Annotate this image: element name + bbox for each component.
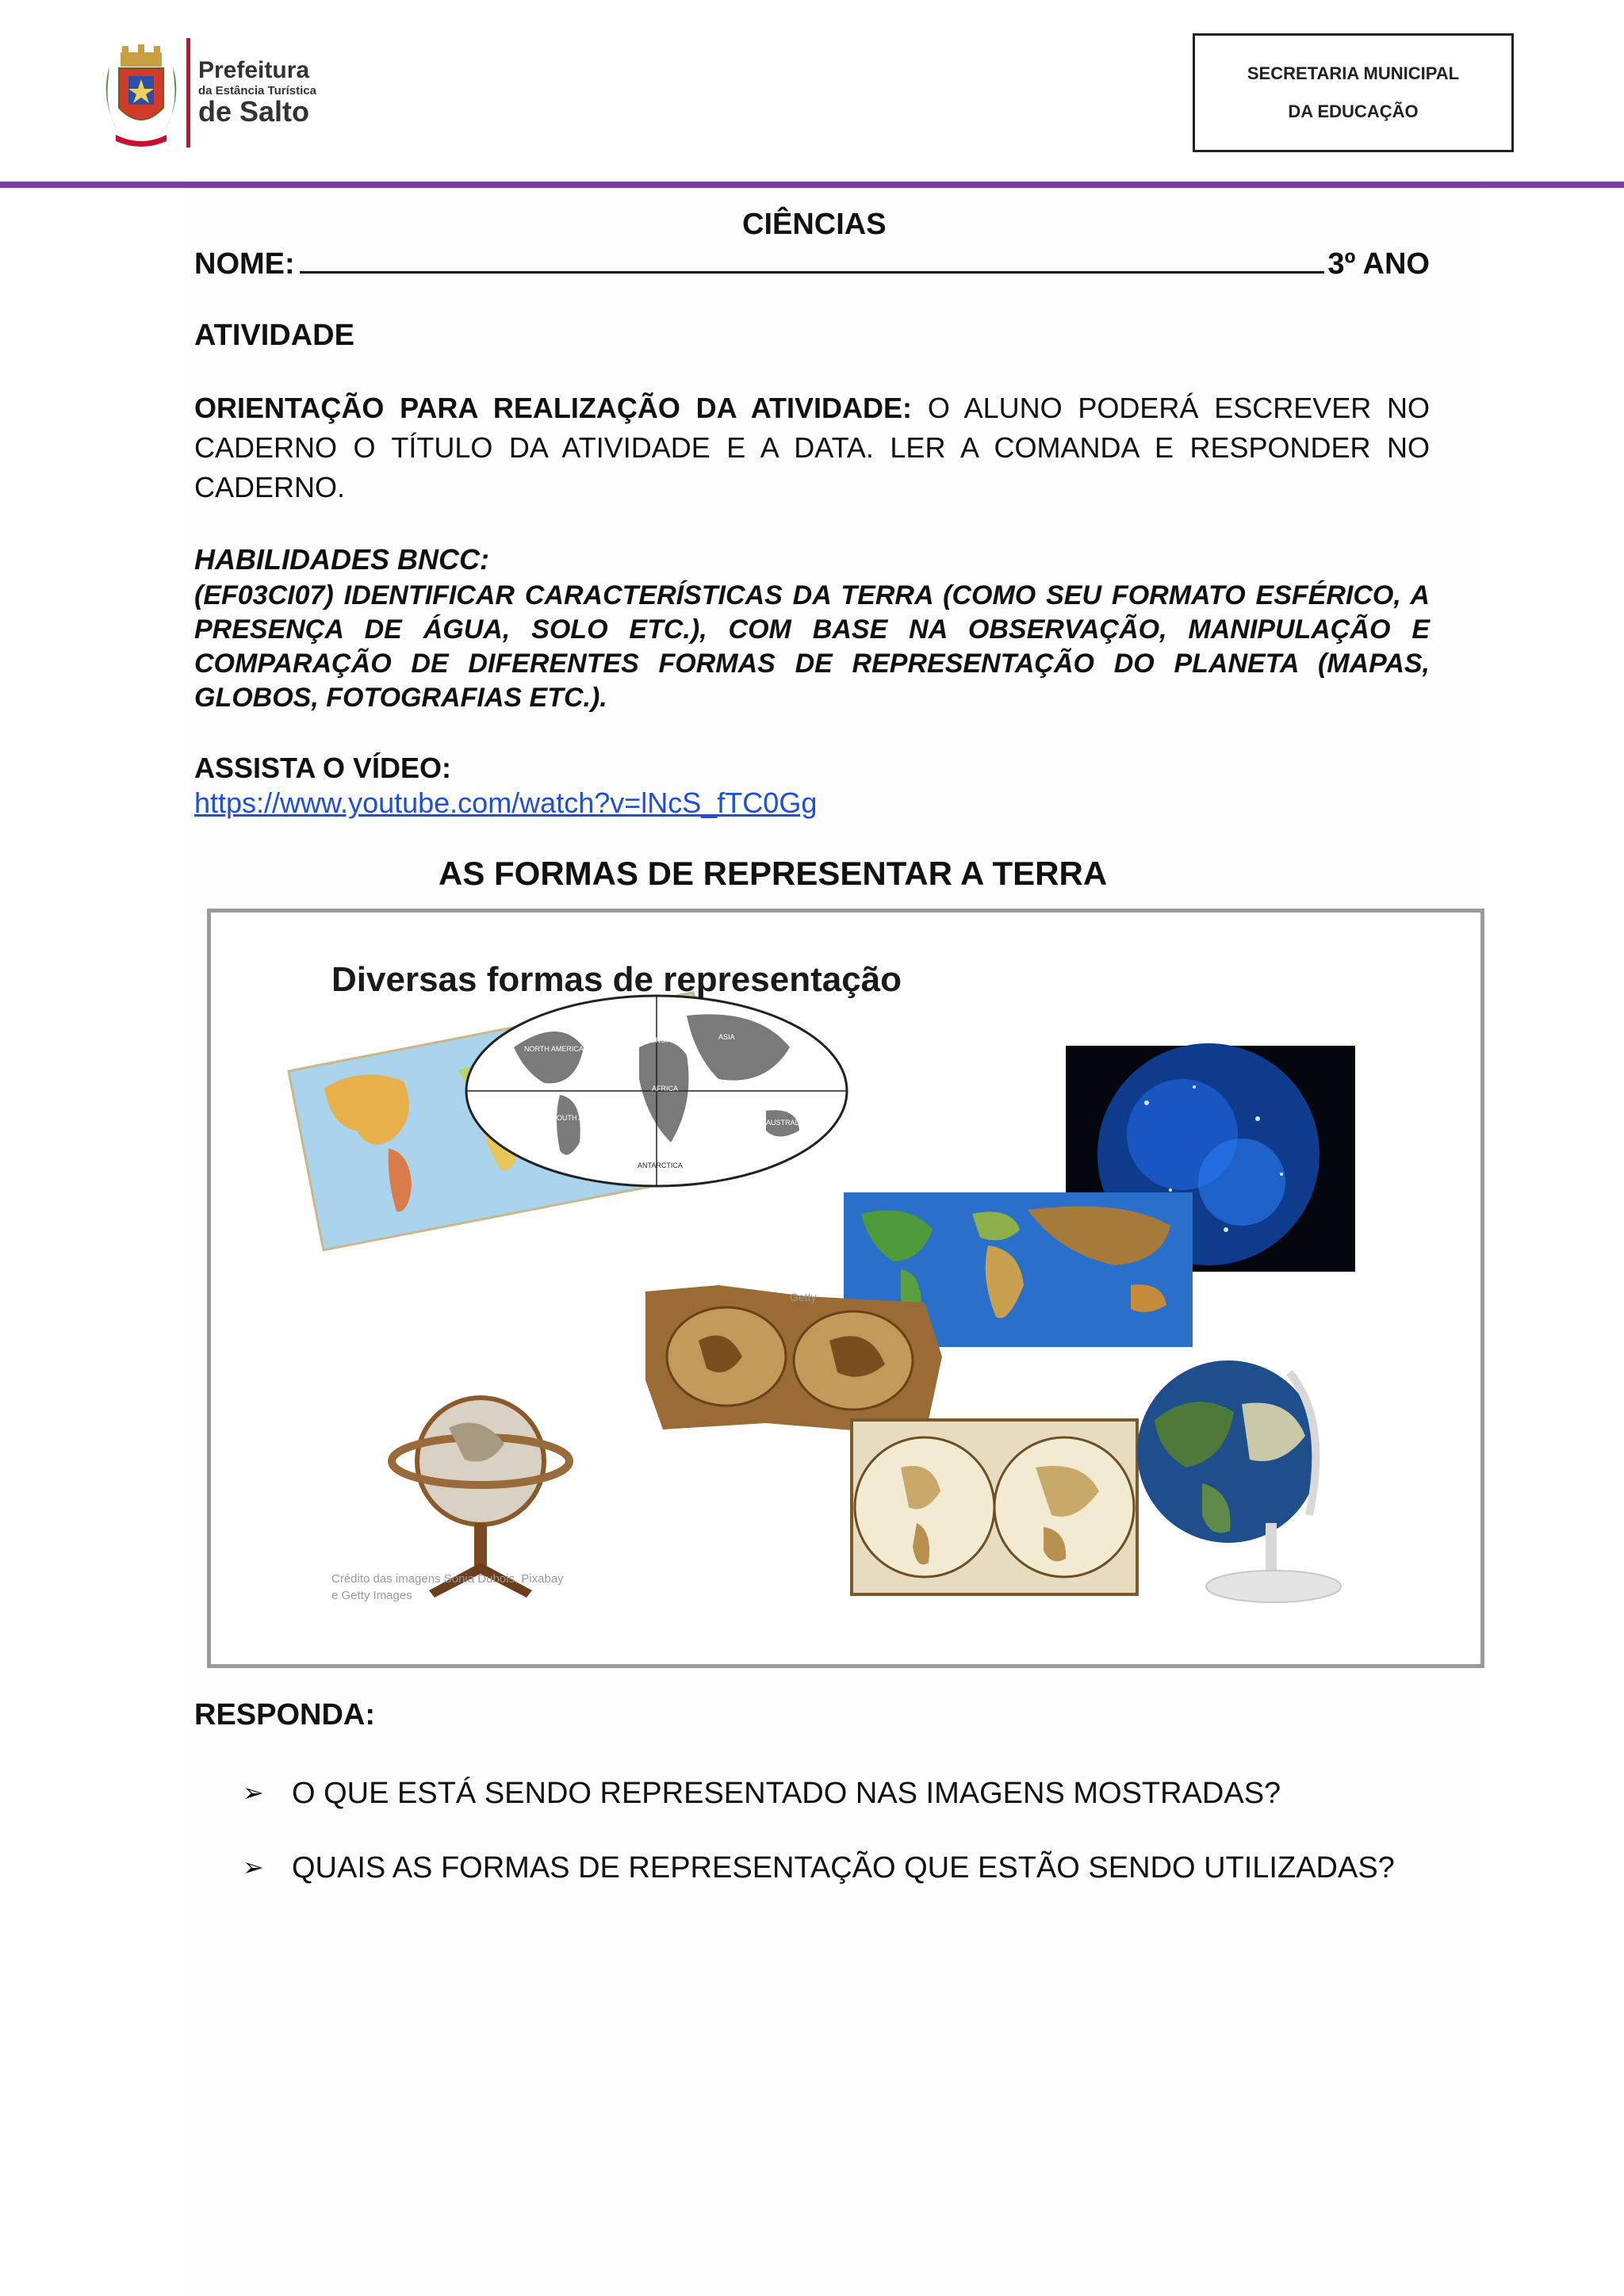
desk-globe-icon — [1137, 1360, 1341, 1602]
secretaria-line-2: DA EDUCAÇÃO — [1288, 101, 1419, 121]
skills-heading: HABILIDADES BNCC: — [194, 543, 489, 576]
figure-illustrations — [211, 913, 1480, 1664]
antique-parchment-map-icon — [645, 1285, 942, 1431]
grade-label: 3º ANO — [1327, 247, 1430, 281]
getty-watermark: Getty — [790, 1291, 817, 1303]
subject-title: CIÊNCIAS — [742, 208, 887, 241]
map-label-australia: AUSTRALIA — [766, 1119, 806, 1127]
arrow-bullet-icon: ➢ — [243, 1778, 264, 1807]
header-divider — [0, 182, 1624, 188]
map-label-europe: EUROPE — [645, 1036, 676, 1044]
figure-credit-line-1: Crédito das imagens Sonia Dubois, Pixabay — [331, 1572, 564, 1586]
double-hemisphere-map-icon — [852, 1420, 1137, 1594]
map-label-north-america: NORTH AMERICA — [524, 1045, 584, 1053]
logo-wordmark — [198, 59, 316, 126]
name-label: NOME: — [194, 247, 295, 281]
skills-text-last-line: GLOBOS, FOTOGRAFIAS ETC.). — [194, 683, 607, 713]
orientation-paragraph — [194, 388, 1430, 507]
map-label-africa: AFRICA — [652, 1085, 679, 1093]
logo-line-3: de Salto — [198, 95, 310, 128]
orientation-label: ORIENTAÇÃO PARA REALIZAÇÃO DA ATIVIDADE: — [194, 392, 913, 424]
video-heading: ASSISTA O VÍDEO: — [194, 752, 452, 784]
coat-of-arms-icon — [94, 35, 189, 154]
map-label-asia: ASIA — [718, 1033, 735, 1041]
name-row — [194, 243, 1430, 282]
logo-line-2: da Estância Turística — [198, 84, 316, 98]
logo-divider — [186, 38, 190, 147]
logo-line-1: Prefeitura — [198, 57, 310, 83]
prefeitura-logo — [94, 35, 347, 154]
armillary-globe-icon — [392, 1398, 569, 1598]
question-2: QUAIS AS FORMAS DE REPRESENTAÇÃO QUE ESTÃO SENDO UTILIZADAS? — [292, 1851, 1395, 1885]
secretaria-box — [1193, 33, 1514, 152]
secretaria-line-1: SECRETARIA MUNICIPAL — [1247, 63, 1460, 83]
section-title: AS FORMAS DE REPRESENTAR A TERRA — [439, 855, 1108, 892]
arrow-bullet-icon: ➢ — [243, 1853, 264, 1881]
figure-credit-line-2: e Getty Images — [331, 1589, 412, 1602]
skills-text: (EF03CI07) IDENTIFICAR CARACTERÍSTICAS DA TERRA (COMO SEU FORMATO ESFÉRICO, A PRESENÇA DE ÁGUA, SOLO ETC.), COM BASE NA OBSERVAÇÃO, MANIPULAÇÃO E COMPARAÇÃO DE DIFERENTES FORMAS DE REPRESENTAÇÃO DO PLANETA (MAPAS, — [194, 580, 1430, 679]
earth-representations-figure — [207, 909, 1484, 1668]
activity-heading: ATIVIDADE — [194, 319, 354, 352]
orientation-text: O ALUNO PODERÁ ESCREVER NO CADERNO O TÍTULO DA ATIVIDADE E A DATA. LER A COMANDA E RESPONDER NO CADERNO. — [194, 392, 1431, 503]
map-label-south-america: SOUTH AMERICA — [552, 1114, 611, 1122]
video-link[interactable]: https://www.youtube.com/watch?v=lNcS_fTC0Gg — [194, 786, 818, 819]
answer-heading: RESPONDA: — [194, 1698, 376, 1732]
map-label-antarctica: ANTARCTICA — [638, 1161, 683, 1169]
figure-heading: Diversas formas de representação — [331, 960, 902, 999]
question-1: O QUE ESTÁ SENDO REPRESENTADO NAS IMAGENS MOSTRADAS? — [292, 1777, 1281, 1810]
name-answer-line[interactable] — [300, 243, 1325, 274]
